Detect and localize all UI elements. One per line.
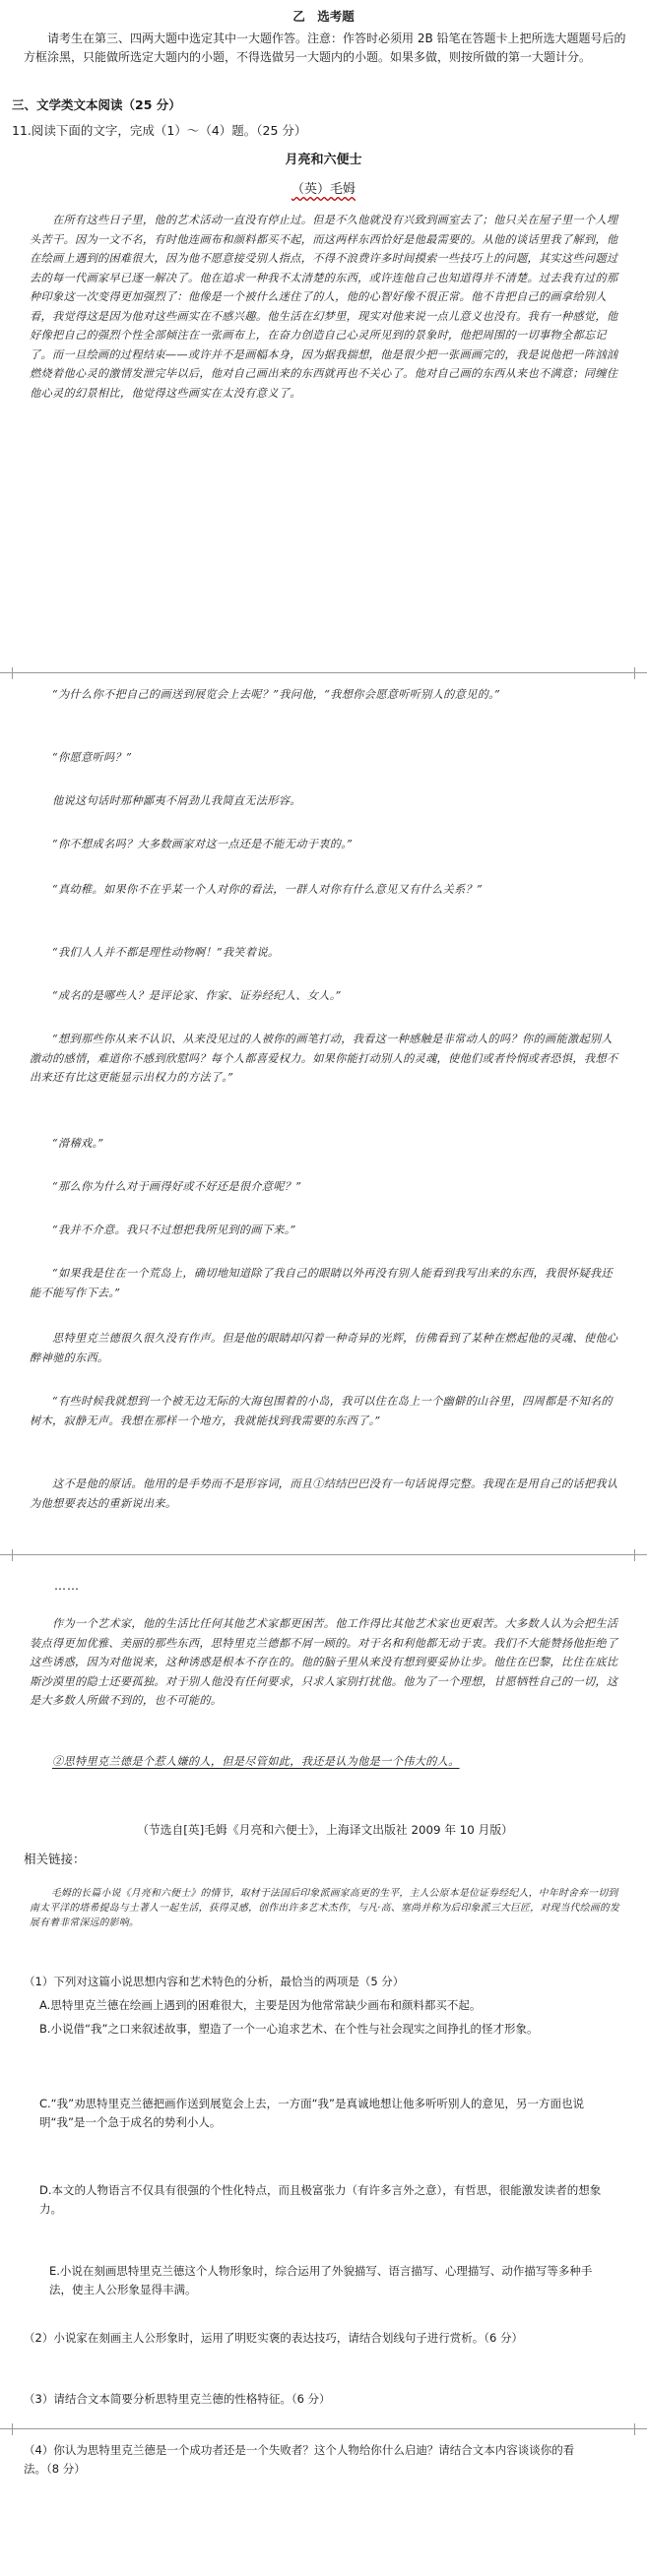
instructions: 请考生在第三、四两大题中选定其中一大题作答。注意：作答时必须用 2B 铅笔在答题卡上把所选大题题号后的方框涂黑，只能做所选定大题内的小题，不得选做另一大题内的小题。如果多做，则按所做的第一大题计分。 [24, 31, 626, 64]
story-author: （英）毛姆 [291, 182, 356, 197]
paragraph-17: 作为一个艺术家，他的生活比任何其他艺术家都更困苦。他工作得比其他艺术家也更艰苦。大多数人认为会把生活装点得更加优雅、美丽的那些东西，思特里克兰德都不屑一顾的。对于名和利他都无动于衷。我们不大能赞扬他拒绝了这些诱惑，因为对他说来，这种诱惑是根本不存在的。他的脑子里从来没有想到要妥协让步。他住在巴黎，比住在底比斯沙漠里的隐士还要孤独。对于别人他没有任何要求，只求人家别打扰他。他为了一个理想，甘愿牺牲自己的一切，这是大多数人所做不到的，也不可能的。 [30, 1617, 618, 1707]
source-note: （节选自[英]毛姆《月亮和六便士》，上海译文出版社 2009 年 10 月版） [137, 1823, 513, 1837]
section-3-heading: 三、文学类文本阅读（25 分） [12, 97, 181, 112]
section-a-heading: 乙 选考题 [292, 9, 355, 24]
paragraph-6: “真幼稚。如果你不在乎某一个人对你的看法，一群人对你有什么意见又有什么关系？” [52, 883, 484, 896]
paragraph-11: “那么你为什么对于画得好或不好还是很介意呢？” [52, 1180, 302, 1193]
paragraph-15: “有些时候我就想到一个被无边无际的大海包围着的小岛，我可以住在岛上一个幽僻的山谷里，四周都是不知名的树木，寂静无声。我想在那样一个地方，我就能找到我需要的东西了。” [30, 1395, 613, 1427]
paragraph-1: 在所有这些日子里，他的艺术活动一直没有停止过。但是不久他就没有兴致到画室去了；他只关在屋子里一个人埋头苦干。因为一文不名，有时他连画布和颜料都买不起，而这两样东西恰好是他最需要的。从他的谈话里我了解到，他在绘画上遇到的困难很大，因为他不愿意接受别人指点，不得不浪费许多时间摸索一些技巧上的问题，其实这些问题过去的每一代画家早已逐一解决了。他在追求一种我不太清楚的东西，或许连他自己也知道得并不清楚。过去我有过的那种印象这一次变得更加强烈了：他像是一个被什么迷住了的人，他的心智好像不很正常。他不肯把自己的画拿给别人看，我觉得这是因为他对这些画实在不感兴趣。他生活在幻梦里，现实对他来说一点儿意义也没有。我有一种感觉，他好像把自己的强烈个性全部倾注在一张画布上，在奋力创造自己心灵所见到的景象时，他把周围的一切事物全都忘记了。而一旦绘画的过程结束——或许并不是画幅本身，因为据我揣想，他是很少把一张画画完的，我是说他把一阵汹汹燃烧着他心灵的激情发泄完毕以后，他对自己画出来的东西就再也不关心了。他对自己画的东西从来也不满意；同缠住他心灵的幻景相比，他觉得这些画实在太没有意义了。 [30, 214, 618, 400]
question-2: （2）小说家在刻画主人公形象时，运用了明贬实褒的表达技巧，请结合划线句子进行赏析。（6 分） [24, 2331, 524, 2345]
option-e: E.小说在刻画思特里克兰德这个人物形象时，综合运用了外貌描写、语言描写、心理描写、动作描写等多种手法，使主人公形象显得丰满。 [49, 2264, 593, 2296]
option-b: B.小说借“我”之口来叙述故事，塑造了一个一心追求艺术、在个性与社会现实之间挣扎的怪才形象。 [39, 2022, 539, 2036]
paragraph-16: 这不是他的原话。他用的是手势而不是形容词，而且①结结巴巴没有一句话说得完整。我现在是用自己的话把我认为他想要表达的重新说出来。 [30, 1477, 618, 1510]
paragraph-12: “我并不介意。我只不过想把我所见到的画下来。” [52, 1224, 296, 1236]
page-separator [0, 2423, 647, 2435]
paragraph-9: “想到那些你从来不认识、从来没见过的人被你的画笔打动，我看这一种感触是非常动人的吗？你的画能激起别人激动的感情，难道你不感到欣慰吗？每个人都喜爱权力。如果你能打动别人的灵魂，使他们或者怜悯或者恐惧，我想不出来还有比这更能显示出权力的方法了。” [30, 1033, 618, 1084]
question-3: （3）请结合文本简要分析思特里克兰德的性格特征。（6 分） [24, 2392, 331, 2406]
paragraph-14: 思特里克兰德很久很久没有作声。但是他的眼睛却闪着一种奇异的光辉，仿佛看到了某种在燃起他的灵魂、使他心醉神驰的东西。 [30, 1332, 618, 1364]
paragraph-7: “我们人人并不都是理性动物啊！”我笑着说。 [52, 946, 280, 959]
ellipsis: …… [54, 1579, 80, 1593]
related-heading: 相关链接： [24, 1852, 86, 1866]
paragraph-8: “成名的是哪些人？是评论家、作家、证券经纪人、女人。” [52, 989, 342, 1002]
related-links-text: 毛姆的长篇小说《月亮和六便士》的情节，取材于法国后印象派画家高更的生平，主人公原本是位证券经纪人，中年时舍弃一切到南太平洋的塔希提岛与土著人一起生活，获得灵感，创作出许多艺术杰作，与凡·高、塞尚并称为后印象派三大巨匠，对现当代绘画的发展有着非常深远的影响。 [30, 1888, 620, 1928]
paragraph-4: 他说这句话时那种鄙夷不屑劲儿我简直无法形容。 [52, 794, 301, 807]
paragraph-18: ②思特里克兰德是个惹人嫌的人，但是尽管如此，我还是认为他是一个伟大的人。 [52, 1755, 460, 1768]
story-title: 月亮和六便士 [285, 153, 362, 167]
option-c: C.“我”劝思特里克兰德把画作送到展览会上去，一方面“我”是真诚地想让他多听听别人的意见，另一方面也说明“我”是一个急于成名的势利小人。 [39, 2097, 585, 2129]
paragraph-10: “滑稽戏。” [52, 1137, 104, 1150]
question-4: （4）你认为思特里克兰德是一个成功者还是一个失败者？这个人物给你什么启迪？请结合文本内容谈谈你的看法。（8 分） [24, 2443, 575, 2476]
paragraph-2: “为什么你不把自己的画送到展览会上去呢？”我问他，“我想你会愿意听听别人的意见的。” [52, 688, 501, 701]
paragraph-3: “你愿意听吗？” [52, 751, 132, 764]
option-a: A.思特里克兰德在绘画上遇到的困难很大，主要是因为他常常缺少画布和颜料都买不起。 [39, 1998, 482, 2012]
question-11-stem: 11.阅读下面的文字，完成（1）～（4）题。（25 分） [12, 123, 307, 138]
question-1: （1）下列对这篇小说思想内容和艺术特色的分析，最恰当的两项是（5 分） [24, 1975, 405, 1988]
page-separator [0, 667, 647, 679]
paragraph-13: “如果我是住在一个荒岛上，确切地知道除了我自己的眼睛以外再没有别人能看到我写出来的东西，我很怀疑我还能不能写作下去。” [30, 1267, 613, 1299]
page-separator [0, 1549, 647, 1561]
paragraph-5: “你不想成名吗？大多数画家对这一点还是不能无动于衷的。” [52, 838, 354, 850]
option-d: D.本文的人物语言不仅具有很强的个性化特点，而且极富张力（有许多言外之意），有哲思，很能激发读者的想象力。 [39, 2183, 602, 2216]
